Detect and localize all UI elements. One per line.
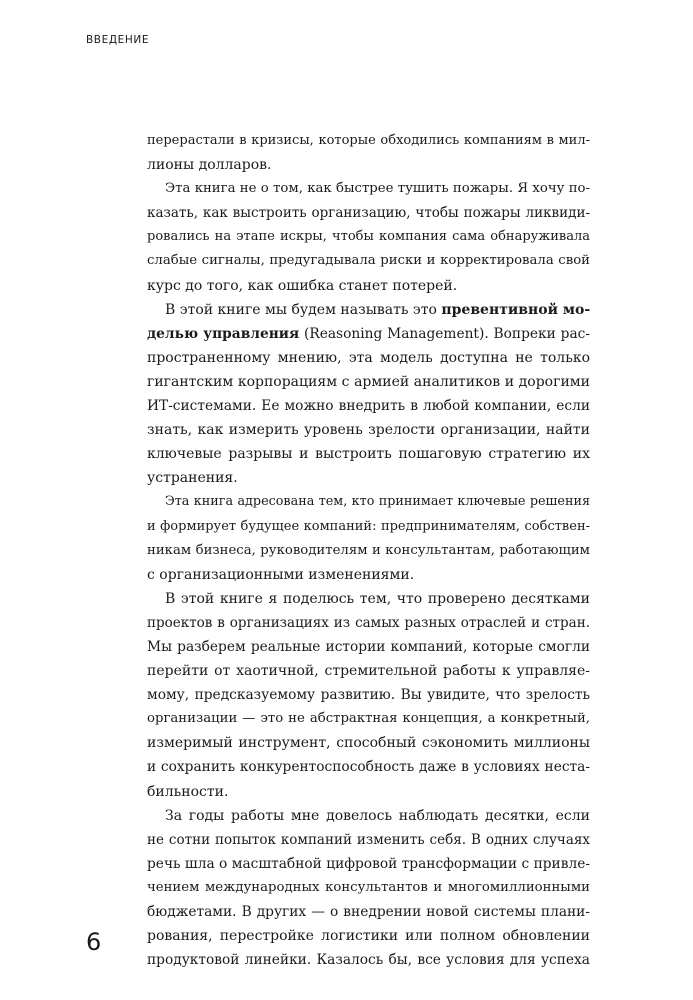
text-line: слабые сигналы, предугадывала риски и корректировала свой [147, 253, 590, 269]
text-line: Мы разберем реальные истории компаний, которые смогли [147, 638, 590, 655]
text-run: (Reasoning Management). Вопреки рас- [303, 325, 590, 342]
text-line: устранения. [147, 470, 238, 487]
text-line: ключевые разрывы и выстроить пошаговую стратегию их [147, 446, 590, 463]
bold-term: делью управления [147, 325, 300, 342]
text-line: За годы работы мне довелось наблюдать десятки, если [165, 807, 590, 824]
text-line: бюджетами. В других — о внедрении новой системы плани- [147, 904, 590, 920]
text-line: бильности. [147, 783, 229, 800]
text-line: не сотни попыток компаний изменить себя. В одних случаях [147, 831, 590, 848]
text-line [147, 298, 590, 322]
text-line: с организационными изменениями. [147, 566, 415, 583]
text-line: перейти от хаотичной, стремительной работы к управляе- [147, 663, 590, 680]
running-head: ВВЕДЕНИЕ [86, 34, 150, 46]
text-line: Эта книга не о том, как быстрее тушить пожары. Я хочу по- [165, 181, 590, 197]
text-line: и сохранить конкурентоспособность даже в условиях неста- [147, 759, 590, 776]
text-line: ровались на этапе искры, чтобы компания сама обнаруживала [147, 229, 590, 245]
page-number: 6 [86, 928, 102, 956]
text-line: В этой книге я поделюсь тем, что проверено десятками [165, 590, 590, 607]
text-line: казать, как выстроить организацию, чтобы пожары ликвиди- [147, 205, 590, 222]
text-line: проектов в организациях из самых разных отраслей и стран. [147, 614, 590, 631]
text-line: гигантским корпорациям с армией аналитиков и дорогими [147, 373, 590, 390]
text-line: речь шла о масштабной цифровой трансформации с привле- [147, 855, 590, 872]
text-line [147, 322, 590, 346]
text-line: Эта книга адресована тем, кто принимает ключевые решения [165, 494, 590, 510]
body-text [147, 129, 590, 972]
text-line: ИТ-системами. Ее можно внедрить в любой компании, если [147, 398, 590, 415]
bold-term: превентивной мо- [441, 301, 591, 318]
text-line: знать, как измерить уровень зрелости организации, найти [147, 422, 590, 439]
text-line: пространенному мнению, эта модель доступна не только [147, 349, 590, 366]
text-line: чением международных консультантов и многомиллионными [147, 879, 590, 895]
text-line: продуктовой линейки. Казалось бы, все условия для успеха [147, 952, 590, 969]
text-line: рования, перестройке логистики или полном обновлении [147, 928, 590, 945]
text-line: измеримый инструмент, способный сэкономить миллионы [147, 735, 590, 752]
text-line: никам бизнеса, руководителям и консультантам, работающим [147, 542, 590, 558]
text-run: В этой книге мы будем называть это [165, 301, 437, 318]
text-line: и формирует будущее компаний: предпринимателям, собствен- [147, 518, 590, 534]
text-line: организации — это не абстрактная концепция, а конкретный, [147, 711, 590, 727]
text-line: перерастали в кризисы, которые обходились компаниям в мил- [147, 133, 590, 148]
text-line: курс до того, как ошибка станет потерей. [147, 277, 458, 294]
text-line: лионы долларов. [147, 157, 272, 174]
text-line: мому, предсказуемому развитию. Вы увидите, что зрелость [147, 687, 590, 704]
